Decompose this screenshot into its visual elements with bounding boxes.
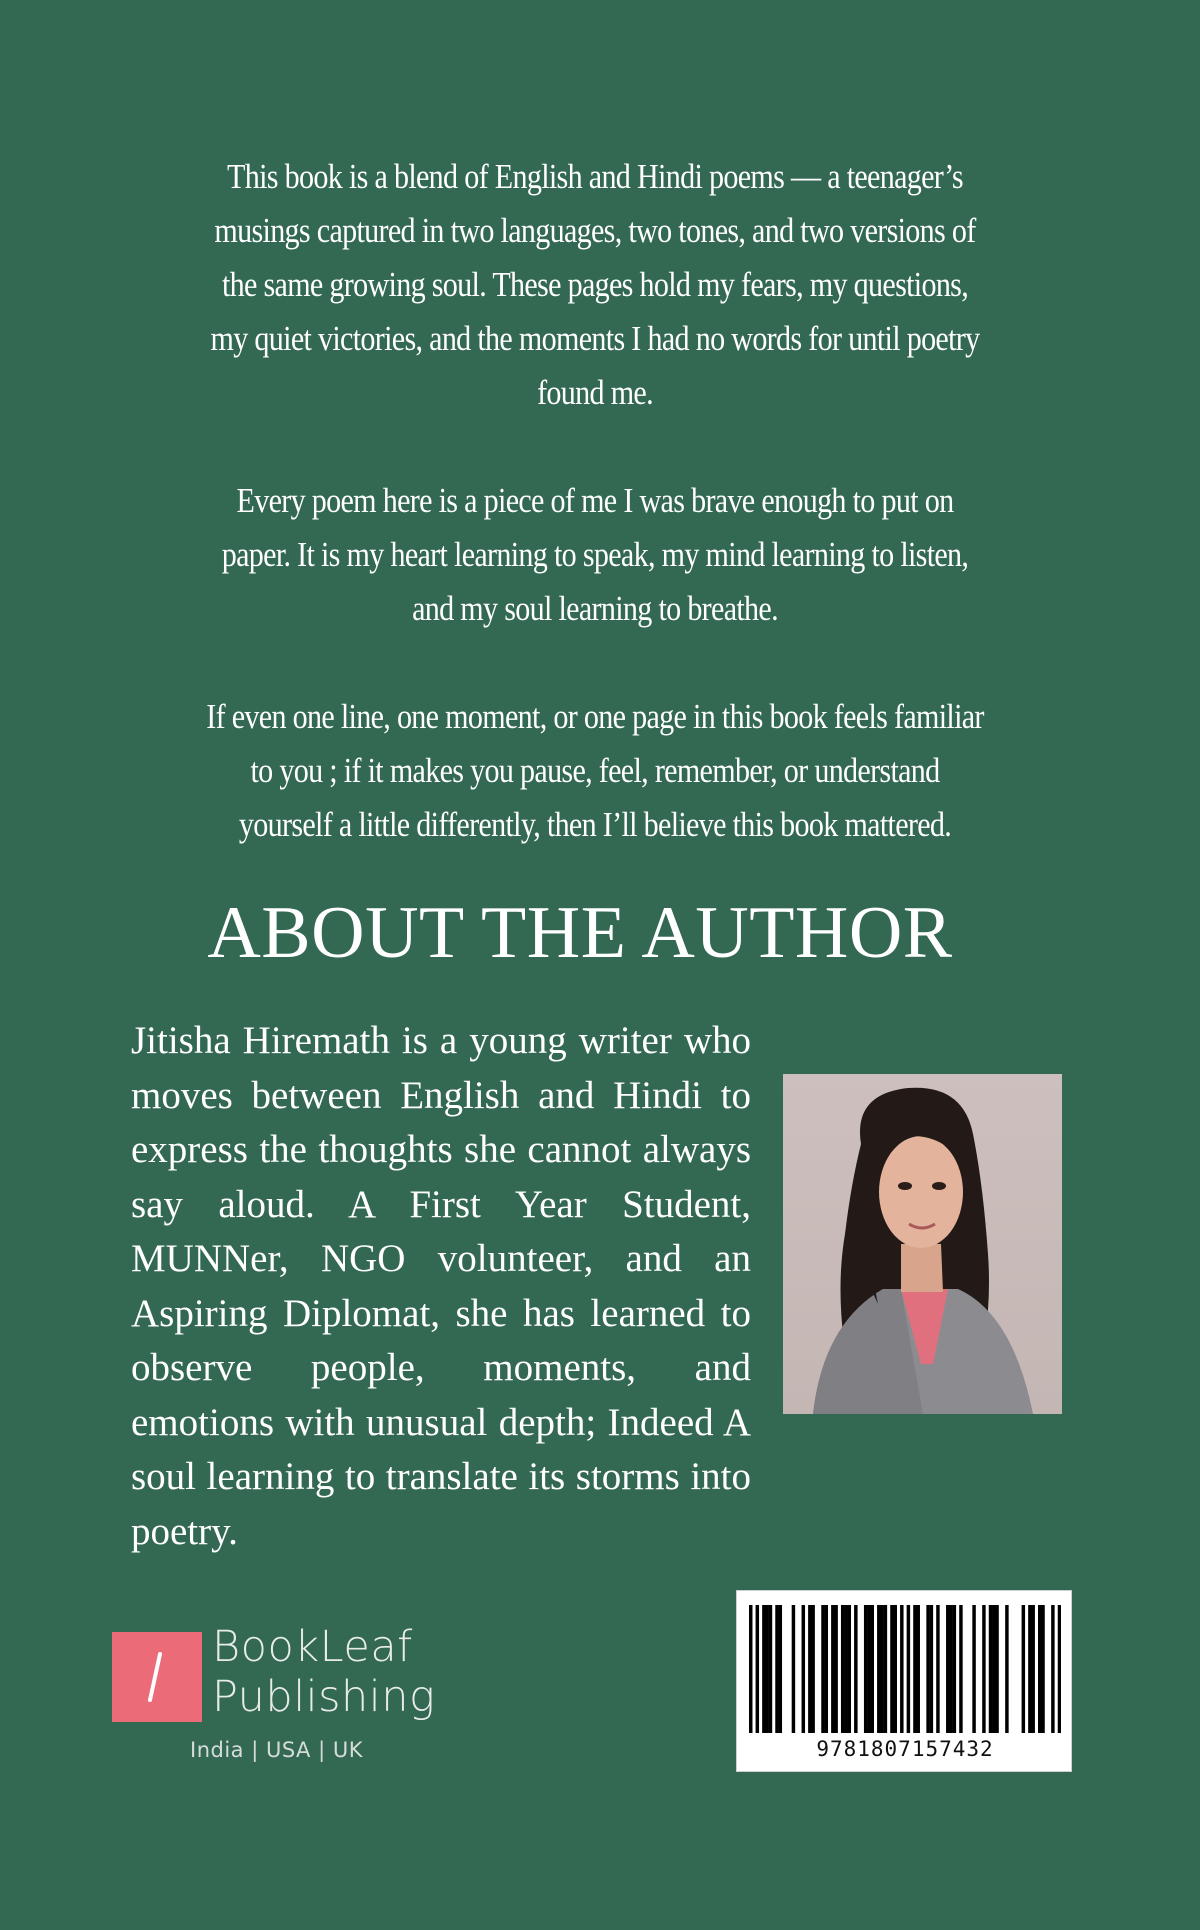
barcode-bar: [916, 1605, 919, 1733]
publisher-name-line2: Publishing: [212, 1672, 436, 1722]
back-cover-blurb: [204, 150, 987, 906]
barcode-bar: [900, 1605, 903, 1733]
publisher-name: [212, 1622, 435, 1722]
barcode-bar: [762, 1605, 765, 1733]
barcode-bar: [811, 1605, 814, 1733]
barcode-bar: [936, 1605, 939, 1733]
barcode-bar: [930, 1605, 933, 1733]
barcode-bar: [867, 1605, 870, 1733]
barcode-bar: [871, 1605, 874, 1733]
barcode-bar: [1028, 1605, 1031, 1733]
barcode-bar: [894, 1605, 897, 1733]
isbn-number: 9781807157432: [816, 1737, 994, 1761]
barcode-bar: [749, 1605, 752, 1733]
barcode-bar: [1038, 1605, 1041, 1733]
author-bio: Jitisha Hiremath is a young writer who moves between English and Hindi to express the thoughts she cannot always say aloud. A First Year Student, MUNNer, NGO volunteer, and an Aspiring Diplomat, she has learned to observe people, moments, and emotions with unusual depth; Indeed A soul learning to translate its storms into poetry.: [131, 1019, 751, 1553]
barcode-bars: [749, 1605, 1061, 1733]
barcode-bar: [913, 1605, 916, 1733]
barcode-bar: [854, 1605, 857, 1733]
barcode-bar: [848, 1605, 851, 1733]
publisher-regions: India | USA | UK: [190, 1738, 363, 1762]
barcode-bar: [1031, 1605, 1034, 1733]
barcode-bar: [953, 1605, 956, 1733]
barcode-bar: [959, 1605, 962, 1733]
barcode-bar: [1058, 1605, 1061, 1733]
about-author-heading: ABOUT THE AUTHOR: [207, 892, 953, 974]
barcode-bar: [877, 1605, 880, 1733]
barcode-bar: [989, 1605, 992, 1733]
barcode-bar: [821, 1605, 824, 1733]
barcode-bar: [825, 1605, 828, 1733]
barcode-bar: [946, 1605, 949, 1733]
isbn-barcode: [736, 1590, 1072, 1772]
barcode-bar: [1022, 1605, 1025, 1733]
barcode-bar: [1051, 1605, 1054, 1733]
publisher-logo: [112, 1632, 202, 1722]
publisher-name-line1: BookLeaf: [212, 1622, 413, 1672]
barcode-bar: [890, 1605, 893, 1733]
barcode-bar: [808, 1605, 811, 1733]
blurb-paragraph-2: Every poem here is a piece of me I was brave enough to put on paper. It is my heart learning to speak, my mind learning to listen, and my soul learning to breathe.: [221, 481, 969, 628]
barcode-bar: [756, 1605, 759, 1733]
blurb-paragraph-3: If even one line, one moment, or one page in this book feels familiar to you ; if it makes you pause, feel, remember, or understand yourself a little differently, then I’ll believe this book mattered.: [206, 697, 984, 844]
barcode-bar: [844, 1605, 847, 1733]
barcode-bar: [775, 1605, 778, 1733]
barcode-bar: [992, 1605, 995, 1733]
barcode-bar: [1041, 1605, 1044, 1733]
barcode-bar: [792, 1605, 795, 1733]
barcode-bar: [907, 1605, 910, 1733]
barcode-bar: [864, 1605, 867, 1733]
barcode-bar: [880, 1605, 883, 1733]
barcode-bar: [982, 1605, 985, 1733]
barcode-bar: [841, 1605, 844, 1733]
barcode-bar: [802, 1605, 805, 1733]
barcode-bar: [995, 1605, 998, 1733]
barcode-bar: [972, 1605, 975, 1733]
barcode-bar: [949, 1605, 952, 1733]
barcode-bar: [831, 1605, 834, 1733]
barcode-bar: [765, 1605, 768, 1733]
barcode-bar: [834, 1605, 837, 1733]
barcode-bar: [769, 1605, 772, 1733]
barcode-bar: [884, 1605, 887, 1733]
author-photo: [783, 1074, 1062, 1414]
barcode-bar: [926, 1605, 929, 1733]
slash-icon: [112, 1632, 202, 1722]
barcode-bar: [1005, 1605, 1008, 1733]
barcode-bar: [779, 1605, 782, 1733]
blurb-paragraph-1: This book is a blend of English and Hindi poems — a teenager’s musings captured in two languages, two tones, and two versions of the same growing soul. These pages hold my fears, my questions, my quiet victories, and the moments I had no words for until poetry found me.: [210, 157, 980, 412]
